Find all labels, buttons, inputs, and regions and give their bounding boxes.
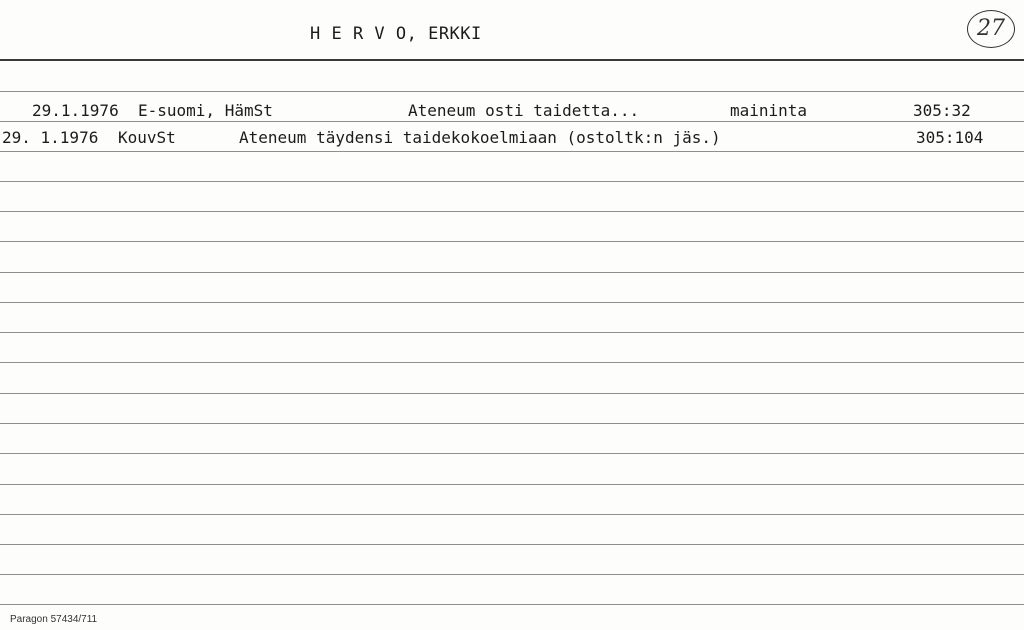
header-rule: [0, 59, 1024, 61]
entry-row: [0, 101, 1024, 123]
entry-description: Ateneum osti taidetta...: [408, 101, 640, 120]
ruled-line: [0, 362, 1024, 363]
entry-row: [0, 128, 1024, 150]
entry-date: 29. 1.1976: [2, 128, 99, 147]
ruled-line: [0, 211, 1024, 212]
ruled-line: [0, 484, 1024, 485]
ruled-line: [0, 453, 1024, 454]
entry-reference: 305:32: [913, 101, 971, 120]
ruled-line: [0, 423, 1024, 424]
ruled-line: [0, 514, 1024, 515]
ruled-line: [0, 574, 1024, 575]
entry-description: Ateneum täydensi taidekokoelmiaan (ostoltk:n jäs.): [239, 128, 721, 147]
card-footer-print: Paragon 57434/711: [10, 614, 98, 625]
entry-date: 29.1.1976: [32, 101, 119, 120]
card-title: H E R V O, ERKKI: [310, 24, 482, 44]
ruled-line: [0, 393, 1024, 394]
ruled-line: [0, 332, 1024, 333]
ruled-line: [0, 604, 1024, 605]
ruled-line: [0, 272, 1024, 273]
ruled-line: [0, 302, 1024, 303]
card-number-stamp: 27: [967, 10, 1015, 48]
entry-source: E-suomi, HämSt: [138, 101, 273, 120]
ruled-line: [0, 91, 1024, 92]
ruled-line: [0, 151, 1024, 152]
entry-reference: 305:104: [916, 128, 984, 147]
entry-source: KouvSt: [118, 128, 176, 147]
ruled-line: [0, 241, 1024, 242]
ruled-line: [0, 181, 1024, 182]
entry-note: maininta: [730, 101, 808, 120]
ruled-line: [0, 544, 1024, 545]
